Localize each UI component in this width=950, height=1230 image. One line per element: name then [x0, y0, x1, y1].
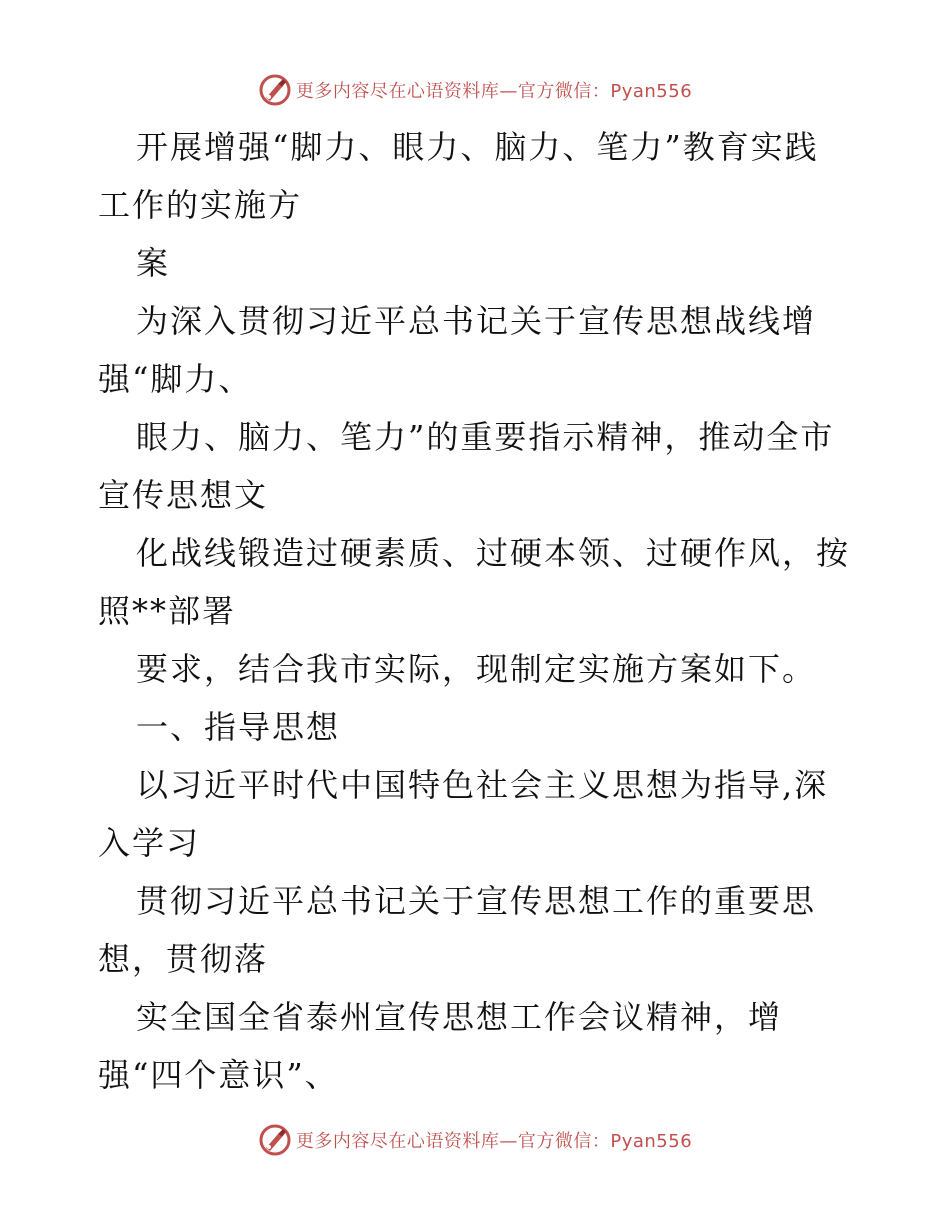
text-line: 工作的实施方 — [98, 186, 303, 224]
document-body — [98, 118, 858, 1104]
text-line: 一、指导思想 — [136, 708, 341, 746]
text-line: 强“四个意识”、 — [98, 1056, 339, 1094]
text-line: 强“脚力、 — [98, 360, 253, 398]
pen-circle-logo-icon — [258, 1123, 292, 1157]
header-watermark-banner — [0, 70, 950, 110]
text-line: 化战线锻造过硬素质、过硬本领、过硬作风，按 — [136, 534, 851, 572]
banner-text: 更多内容尽在心语资料库—官方微信：Pyan556 — [295, 1131, 693, 1152]
pen-circle-logo-icon — [258, 73, 292, 107]
text-line: 要求，结合我市实际，现制定实施方案如下。 — [136, 650, 817, 688]
text-line: 入学习 — [98, 824, 201, 862]
text-line: 实全国全省泰州宣传思想工作会议精神，增 — [136, 998, 783, 1036]
footer-watermark-banner — [0, 1120, 950, 1160]
text-line: 为深入贯彻习近平总书记关于宣传思想战线增 — [136, 302, 817, 340]
text-line: 案 — [136, 244, 171, 282]
text-line: 想，贯彻落 — [98, 940, 269, 978]
text-line: 开展增强“脚力、眼力、脑力、笔力”教育实践 — [136, 128, 819, 166]
banner-text: 更多内容尽在心语资料库—官方微信：Pyan556 — [295, 81, 693, 102]
text-line: 眼力、脑力、笔力”的重要指示精神，推动全市 — [136, 418, 835, 456]
text-line: 贯彻习近平总书记关于宣传思想工作的重要思 — [136, 882, 817, 920]
text-line: 宣传思想文 — [98, 476, 269, 514]
text-line: 以习近平时代中国特色社会主义思想为指导,深 — [136, 766, 829, 804]
text-line: 照**部署 — [98, 592, 237, 630]
